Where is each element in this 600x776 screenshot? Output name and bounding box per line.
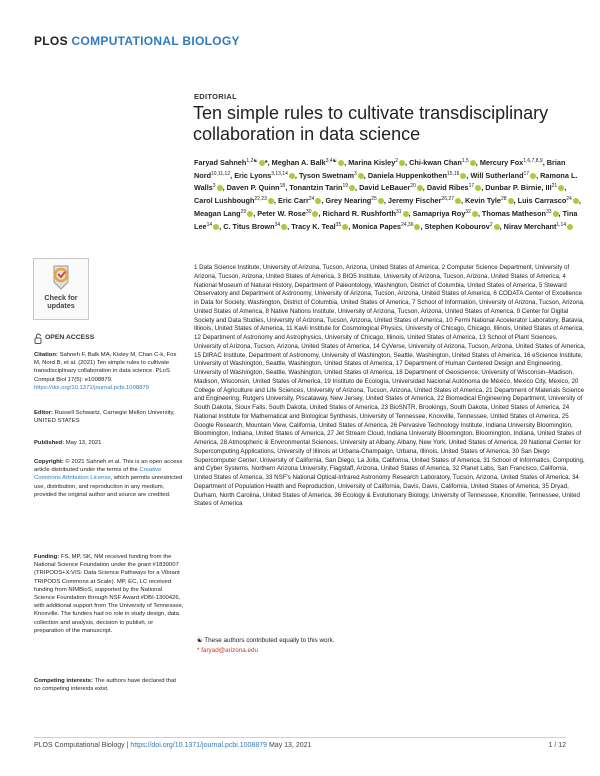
orcid-icon[interactable] [217, 185, 223, 191]
author-affiliation-ref: 29 [240, 208, 247, 215]
author-affiliation-ref: 19 [342, 183, 349, 190]
author-affiliation-ref: 15,16 [446, 170, 460, 177]
open-access-label: OPEN ACCESS [45, 334, 95, 342]
page-number: 1 / 12 [548, 742, 566, 749]
author-affiliation-ref: 10,11,12 [211, 170, 231, 177]
author-affiliation-ref: 2 [489, 221, 493, 228]
orcid-icon[interactable] [312, 211, 318, 217]
orcid-icon[interactable] [358, 173, 364, 179]
corresponding-email[interactable]: * faryad@arizona.edu [197, 647, 259, 654]
check-updates-label: Check for updates [44, 293, 78, 310]
author-name[interactable]: Mercury Fox [479, 158, 524, 167]
page-footer [34, 742, 566, 749]
author-name[interactable]: Thomas Matheson [481, 208, 546, 218]
author-affiliation-ref: 1,6,7,8,9 [523, 158, 543, 164]
author-affiliation-ref: 35 [335, 221, 342, 228]
author-affiliation-ref: 18 [279, 183, 286, 190]
citation-label: Citation: [34, 352, 58, 358]
author-name[interactable]: Brian Nord [194, 158, 566, 180]
copyright-text-2: , which permits unrestricted use, distribution, and reproduction in any medium, provided the original author and source are credited. [34, 475, 183, 498]
orcid-icon[interactable] [475, 185, 481, 191]
author-name[interactable]: Peter W. Rose [257, 208, 306, 218]
orcid-icon[interactable] [342, 224, 348, 230]
orcid-icon[interactable] [470, 160, 476, 166]
orcid-icon[interactable] [403, 211, 409, 217]
open-lock-icon [34, 333, 42, 344]
author-affiliation-ref: 21 [551, 183, 558, 190]
author-affiliation-ref: 1,14 [556, 221, 567, 228]
logo-plos: PLOS [34, 34, 68, 48]
orcid-icon[interactable] [399, 160, 405, 166]
orcid-icon[interactable] [573, 198, 579, 204]
article-type: EDITORIAL [194, 92, 237, 101]
author-affiliation-ref: 24,36 [400, 221, 414, 228]
competing-text: The authors have declared that no competing interests exist. [34, 678, 176, 693]
editor-block [34, 409, 184, 425]
author-affiliation-ref: 17 [523, 170, 530, 177]
author-affiliation-ref: 32 [465, 208, 471, 215]
author-affiliation-ref: 3 [354, 170, 357, 177]
author-affiliation-ref: 3,13,14 [271, 170, 288, 177]
footer-divider [34, 737, 566, 738]
author-name[interactable]: Daven P. Quinn [226, 183, 280, 193]
author-affiliation-ref: 25 [371, 196, 377, 203]
author-name[interactable]: C. Titus Brown [223, 221, 275, 231]
author-name[interactable]: Jeremy Fischer [387, 196, 442, 206]
equal-contribution-note: ☯ These authors contributed equally to this work. [197, 637, 335, 644]
author-affiliation-ref: 33 [545, 208, 552, 215]
orcid-icon[interactable] [281, 224, 287, 230]
author-affiliation-ref: 14 [206, 221, 213, 228]
open-access-badge [34, 333, 184, 344]
author-name[interactable]: Carol Lushbough [194, 196, 255, 206]
orcid-icon[interactable] [213, 224, 219, 230]
author-name[interactable]: Eric Carr [277, 196, 309, 206]
author-name[interactable]: Daniela Huppenkothen [367, 170, 447, 180]
author-name[interactable]: Samapriya Roy [412, 208, 466, 218]
citation-doi-link[interactable]: https://doi.org/10.1371/journal.pcbi.1008879 [34, 384, 149, 391]
author-affiliation-ref: 31 [395, 208, 402, 215]
orcid-icon[interactable] [247, 211, 253, 217]
orcid-icon[interactable] [417, 185, 423, 191]
orcid-icon[interactable] [494, 224, 500, 230]
copyright-label: Copyright: [34, 459, 64, 465]
author-affiliation-ref: 3 [212, 183, 216, 190]
orcid-icon[interactable] [338, 160, 344, 166]
author-name[interactable]: Ramona L. Walls [194, 170, 578, 193]
author-name[interactable]: Grey Nearing [325, 196, 372, 206]
orcid-icon[interactable] [460, 173, 466, 179]
editor-label: Editor: [34, 410, 53, 416]
author-name[interactable]: Monica Papes [352, 221, 401, 231]
author-name[interactable]: Tina Lee [194, 208, 578, 231]
author-name[interactable]: Chi-kwan Chan [409, 158, 462, 167]
author-affiliation-ref: 28 [500, 196, 507, 203]
author-name[interactable]: Stephen Kobourov [424, 221, 490, 231]
author-name[interactable]: David LeBauer [359, 183, 411, 193]
footer-journal: PLOS Computational Biology [34, 742, 125, 749]
citation-block [34, 351, 184, 392]
author-affiliation-ref: 2 [395, 158, 399, 164]
copyright-text-1: © 2021 Sahneh et al. This is an open access article distributed under the terms of the [34, 459, 183, 474]
affiliations: 1 Data Science Institute, University of Arizona, Tucson, Arizona, United States of America, 2 Computer Science Department, University of Arizona, Tucson, Arizona, United States of America, 3 BIO5 Institute, University of Arizona, Tucson, Arizona, United States of America, 4 National Museum of Natural History, Department of Paleontology, Washington, District of Columbia, United States of America, 5 Steward Observatory and Department of Astronomy, University of Arizona, Tucson, Arizona, United States of America, 6 CODATA Center of Excellence in Data for Society, Washington, District of Columbia, United States of America, 7 School of Information, University of Arizona, Tucson, Arizona, United States of America, 8 Native Nations Institute, University of Arizona, Tucson, Arizona, United States of America, 9 Center for Digital Society and Data Studies, University of Arizona, Tucson, Arizona, United States of America, 10 Fermi National Accelerator Laboratory, Batavia, Illinois, United States of America, 11 Kavli Institute for Cosmological Physics, University of Chicago, Chicago, Illinois, United States of America, 12 Department of Astronomy and Astrophysics, University of Chicago, Illinois, United States of America, 13 School of Plant Sciences, University of Arizona, Tucson, Arizona, United States of America, 14 CyVerse, University of Arizona, Tucson, Arizona, United States of America, 15 DIRAC Institute, Department of Astronomy, University of Washington, Seattle, Washington, United States of America, 16 eScience Institute, University of Washington, Seattle, Washington, United States of America, 17 Department of Human Centered Design and Engineering, University of Washington, Seattle, Washington, United States of America, 18 Department of Geoscience, University of Wisconsin–Madison, Madison, Wisconsin, United States of America, 19 Instituto de Ecología, Universidad Nacional Autónoma de México, Mexico City, Mexico, 20 College of Agriculture and Life Sciences, University of Arizona, Tucson, Arizona, United States of America, 21 Department of Materials Science and Engineering, Rutgers University, Piscataway, New Jersey, United States of America, 22 Biomedical Engineering Department, University of South Dakota, Sioux Falls, South Dakota, United States of America, 23 BioSNTR, Brookings, South Dakota, United States of America, 24 National Institute for Mathematical and Biological Synthesis, University of Tennessee, Knoxville, Tennessee, United States of America, 25 Google Research, Mountain View, California, United States of America, 26 Pervasive Technology Institute, Indiana University Bloomington, Bloomington, Indiana, United States of America, 27 Jet Stream Cloud, Indiana University Bloomington, Bloomington, Indiana, United States of America, 28 Atmospheric & Environmental Sciences, University at Albany, Albany, New York, United States of America, 29 National Center for Supercomputing Applications, University of Illinois at Urbana-Champaign, Urbana, Illinois, United States of America, 30 San Diego Supercomputer Center, University of California, San Diego, La Jolla, California, United States of America, 31 School of Informatics, Computing, and Cyber Systems, Northern Arizona University, Flagstaff, Arizona, United States of America, 32 Planet Labs, San Francisco, California, United States of America, 33 NSF's National Optical-Infrared Astronomy Research Laboratory, Tucson, Arizona, United States of America, 34 Department of Population Health and Reproduction, University of California, Davis, Davis, California, United States of America, 35 Dryad, Durham, North Carolina, United States of America, 36 Ecology & Evolutionary Biology, University of Tennessee, Knoxville, Tennessee, United States of America [194, 264, 586, 508]
author-name[interactable]: Dunbar P. Birnie, III [485, 183, 552, 193]
journal-logo[interactable] [34, 34, 240, 48]
author-name[interactable]: David Ribes [426, 183, 469, 193]
author-affiliation-ref: 1,5 [461, 158, 469, 164]
citation-text: Sahneh F, Balk MA, Kisley M, Chan C-k, Fox M, Nord B, et al. (2021) Ten simple rules to cultivate transdisciplinary collaboration in data science. PLoS Comput Biol 17(5): e1008879. [34, 352, 177, 383]
orcid-icon[interactable] [567, 224, 573, 230]
funding-text: FS, MP, SK, NM received funding from the National Science Foundation under the grant #1839007 (TRIPODS+X:VIS: Data Science Pathways for a Vibrant TRIPODS Commons at Scale). MP, EC, LC received funding from NIMBioS, supported by the National Science Foundation through NSF Award #DBI-1300426, with additional support from The University of Tennessee, Knoxville. The funders had no role in study design, data collection and analysis, decision to publish, or preparation of the manuscript. [34, 554, 184, 634]
author-name[interactable]: Nirav Merchant [503, 221, 557, 231]
author-name[interactable]: Will Sutherland [470, 170, 524, 180]
author-name[interactable]: Richard R. Rushforth [322, 208, 396, 218]
competing-label: Competing interests: [34, 678, 93, 684]
author-affiliation-ref: 24 [566, 196, 572, 203]
check-for-updates-button[interactable] [33, 258, 89, 320]
orcid-icon[interactable] [508, 198, 514, 204]
author-affiliation-ref: 34 [274, 221, 281, 228]
author-name[interactable]: Eric Lyons [234, 170, 272, 180]
funding-label: Funding: [34, 554, 60, 560]
footer-date: May 13, 2021 [268, 742, 312, 749]
published-date: May 13, 2021 [65, 440, 102, 446]
author-affiliation-ref: 20 [410, 183, 416, 190]
author-affiliation-ref: 26,27 [441, 196, 454, 203]
author-name[interactable]: Kevin Tyle [465, 196, 501, 206]
editor-text: Russell Schwartz, Carnegie Mellon University, UNITED STATES [34, 410, 175, 425]
article-title: Ten simple rules to cultivate transdisciplinary collaboration in data science [193, 103, 549, 144]
author-affiliation-ref: 17 [468, 183, 475, 190]
author-name[interactable]: Meghan A. Balk [271, 158, 326, 167]
author-name[interactable]: Tonantzin Tarin [289, 183, 343, 193]
author-affiliation-ref: 30 [305, 208, 312, 215]
author-name[interactable]: Tyson Swetnam [298, 170, 354, 180]
author-name[interactable]: Marina Kisley [348, 158, 396, 167]
author-affiliation-ref: 24 [308, 196, 315, 203]
footer-doi-link[interactable]: https://doi.org/10.1371/journal.pcbi.1008879 [130, 742, 268, 749]
published-label: Published: [34, 440, 65, 446]
author-affiliation-ref: 3,4☯ [325, 158, 338, 164]
orcid-icon[interactable] [530, 173, 536, 179]
competing-interests-block [34, 677, 184, 693]
author-name[interactable]: Tracy K. Teal [291, 221, 336, 231]
author-name[interactable]: Luis Carrasco [517, 196, 567, 206]
funding-block [34, 553, 184, 635]
orcid-icon[interactable] [414, 224, 420, 230]
orcid-icon[interactable] [315, 198, 321, 204]
published-block [34, 439, 184, 447]
orcid-icon[interactable] [268, 198, 274, 204]
orcid-icon[interactable] [349, 185, 355, 191]
orcid-icon[interactable] [378, 198, 384, 204]
logo-journal-name: COMPUTATIONAL BIOLOGY [71, 34, 240, 48]
author-list: Faryad Sahneh$^{1,2☯}$ *, Meghan A. Balk$^{3,4☯}$ , Marina Kisley$^2$ , Chi-kwan Chan$^{1,5}$ , Mercury Fox$^{1,6,7,8,9}$, Brian Nord$^{10,11,12}$, Eric Lyons$^{3,13,14}$ , Tyson Swetnam$^3$ , Daniela Huppenkothen$^{15,16}$ , Will Sutherland$^{17}$ , Ramona L. Walls$^3$ , Daven P. Quinn$^{18}$, Tonantzin Tarin$^{19}$ , David LeBauer$^{20}$ , David Ribes$^{17}$ , Dunbar P. Birnie, III$^{21}$ , Carol Lushbough$^{22,23}$ , Eric Carr$^{24}$ , Grey Nearing$^{25}$ , Jeremy Fischer$^{26,27}$ , Kevin Tyle$^{28}$ , Luis Carrasco$^{24}$ , Meagan Lang$^{29}$ , Peter W. Rose$^{30}$ , Richard R. Rushforth$^{31}$ , Samapriya Roy$^{32}$ , Thomas Matheson$^{33}$ , Tina Lee$^{14}$ , C. Titus Brown$^{34}$ , Tracy K. Teal$^{35}$ , Monica Papes$^{24,36}$ , Stephen Kobourov$^2$ , Nirav Merchant$^{1,14}$ [194, 158, 581, 231]
author-name[interactable]: Meagan Lang [194, 208, 241, 218]
check-updates-icon [48, 264, 74, 292]
orcid-icon[interactable] [553, 211, 559, 217]
footer-separator: | [126, 742, 129, 749]
author-affiliation-ref: 22,23 [254, 196, 267, 203]
orcid-icon[interactable] [289, 173, 295, 179]
author-affiliation-ref: 1,2☯ [246, 158, 258, 164]
orcid-icon[interactable] [558, 185, 564, 191]
author-name[interactable]: Faryad Sahneh [194, 158, 247, 167]
copyright-block [34, 458, 184, 499]
corresponding-author-mark: * [264, 158, 268, 167]
license-link[interactable]: Creative Commons Attribution License [34, 467, 162, 482]
orcid-icon[interactable] [472, 211, 478, 217]
orcid-icon[interactable] [455, 198, 461, 204]
